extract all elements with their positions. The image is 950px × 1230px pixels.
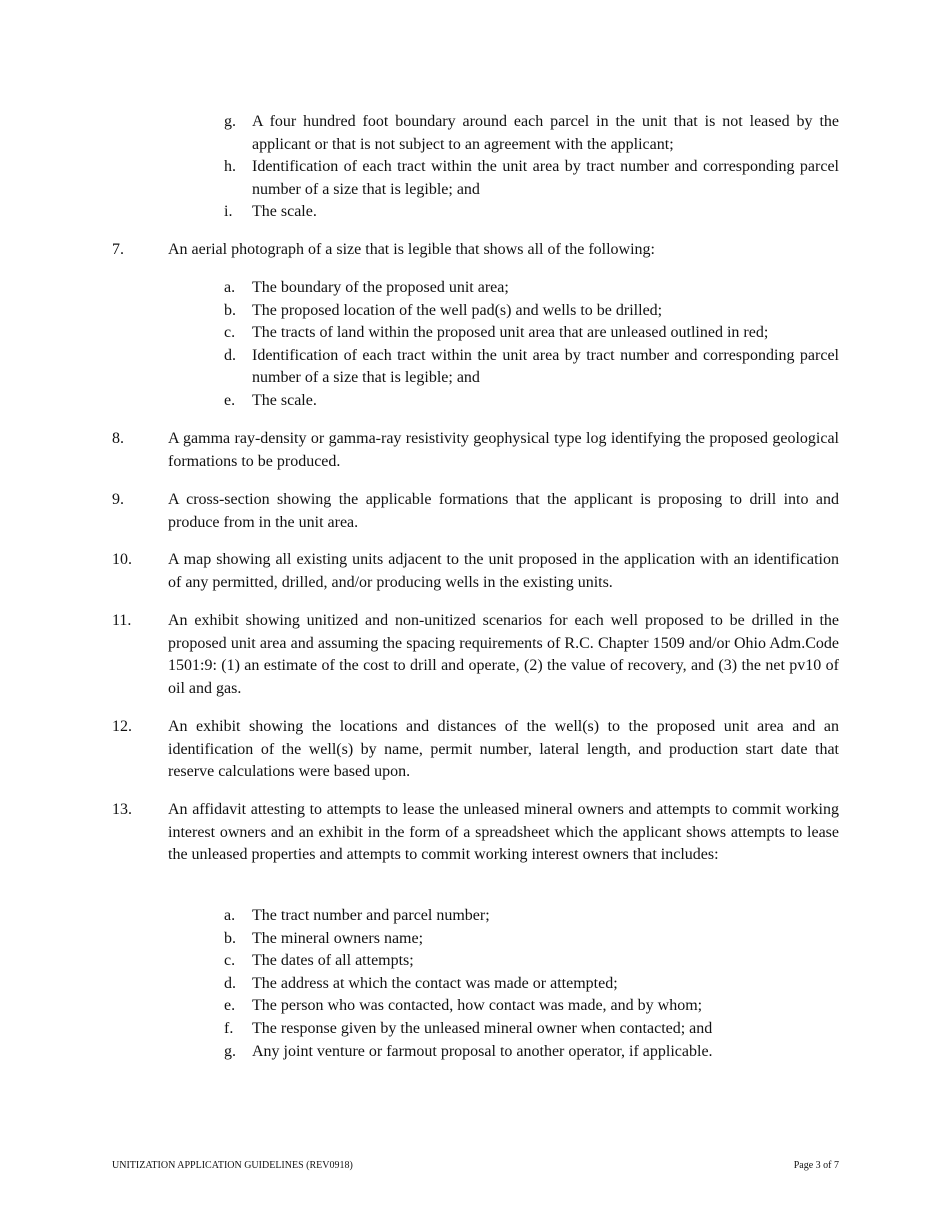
list-item-letter: i. [224,203,233,221]
item-text: A map showing all existing units adjacent to the unit proposed in the application with an identification of any permitted, drilled, and/or producing wells in the existing units. [168,551,839,591]
list-item-text: Any joint venture or farmout proposal to another operator, if applicable. [252,1042,713,1060]
numbered-item-11 [112,610,839,700]
item-text: A gamma ray-density or gamma-ray resistivity geophysical type log identifying the proposed geological formations to be produced. [168,430,839,470]
item-text: An affidavit attesting to attempts to lease the unleased mineral owners and attempts to commit working interest owners and an exhibit in the form of a spreadsheet which the applicant shows attempts to lease the unleased properties and attempts to commit working interest owners that includes: [168,801,839,864]
item-text: A cross-section showing the applicable formations that the applicant is proposing to drill into and produce from in the unit area. [168,491,839,531]
item-number: 12. [112,718,132,735]
item-number: 10. [112,551,132,568]
footer-document-title: UNITIZATION APPLICATION GUIDELINES (REV0918) [112,1160,353,1171]
item-text: An aerial photograph of a size that is legible that shows all of the following: [168,241,655,258]
list-item-letter: f. [224,1019,234,1037]
item-7-sublist [224,277,839,413]
list-item-text: The person who was contacted, how contact was made, and by whom; [252,997,703,1015]
numbered-item-9 [112,489,839,534]
item-number: 8. [112,430,124,447]
list-item [224,950,839,973]
item-number: 11. [112,612,132,629]
list-item-text: The boundary of the proposed unit area; [252,279,509,296]
list-item-letter: b. [224,929,236,947]
list-item-letter: b. [224,301,236,319]
list-item-text: The proposed location of the well pad(s) and wells to be drilled; [252,301,663,319]
item-text: An exhibit showing the locations and distances of the well(s) to the proposed unit area and an identification of the well(s) by name, permit number, lateral length, and production start date that reserve calculations were based upon. [168,718,839,781]
list-item-letter: d. [224,346,236,364]
item-number: 13. [112,801,132,818]
item-6-sublist [224,111,839,224]
list-item-letter: c. [224,324,236,342]
list-item-text: The mineral owners name; [252,929,424,947]
list-item-letter: c. [224,952,236,970]
list-item [224,111,839,156]
list-item-letter: h. [224,158,236,176]
item-13-sublist [224,905,839,1063]
item-number: 9. [112,491,124,508]
list-item-letter: e. [224,997,236,1015]
list-item-text: The tracts of land within the proposed unit area that are unleased outlined in red; [252,324,769,342]
list-item [224,345,839,390]
list-item-text: Identification of each tract within the unit area by tract number and corresponding parcel number of a size that is legible; and [252,346,839,387]
list-item-text: The dates of all attempts; [252,952,414,970]
list-item-letter: a. [224,907,236,924]
list-item [224,905,839,928]
list-item [224,995,839,1018]
item-number: 7. [112,241,124,258]
numbered-item-12 [112,716,839,784]
list-item [224,973,839,996]
footer-page-number: Page 3 of 7 [793,1160,839,1171]
list-item [224,928,839,951]
list-item-text: A four hundred foot boundary around each parcel in the unit that is not leased by the applicant or that is not subject to an agreement with the applicant; [252,113,839,153]
list-item [224,201,839,224]
list-item [224,156,839,201]
list-item-text: Identification of each tract within the unit area by tract number and corresponding parcel number of a size that is legible; and [252,158,839,198]
item-text: An exhibit showing unitized and non-unitized scenarios for each well proposed to be drilled in the proposed unit area and assuming the spacing requirements of R.C. Chapter 1509 and/or Ohio Adm.Code 1501:9: (1) an estimate of the cost to drill and operate, (2) the value of recovery, and (3) the net pv10 of oil and gas. [168,612,839,697]
numbered-item-7 [112,239,839,262]
numbered-item-10 [112,549,839,594]
list-item [224,277,839,300]
list-item-letter: a. [224,279,236,296]
list-item-letter: e. [224,391,236,409]
list-item-letter: g. [224,1042,236,1060]
numbered-item-8 [112,428,839,473]
list-item-letter: d. [224,974,236,992]
list-item-text: The scale. [252,391,317,409]
list-item-text: The address at which the contact was made or attempted; [252,974,618,992]
list-item [224,1041,839,1064]
list-item-text: The response given by the unleased mineral owner when contacted; and [252,1019,713,1037]
list-item-text: The scale. [252,203,317,221]
list-item [224,322,839,345]
list-item [224,390,839,413]
numbered-item-13 [112,799,839,867]
list-item-letter: g. [224,113,236,130]
list-item [224,1018,839,1041]
list-item-text: The tract number and parcel number; [252,907,490,924]
list-item [224,300,839,323]
